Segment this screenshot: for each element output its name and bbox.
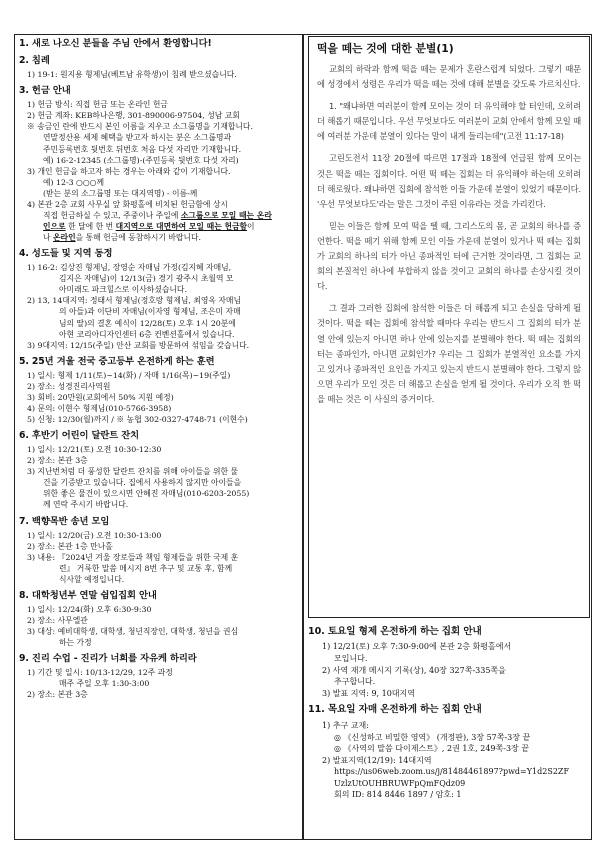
section-talent-party xyxy=(19,430,297,510)
text-line: 1) 일시: 12/20(금) 오전 10:30-13:00 xyxy=(27,530,162,540)
text-line: 1) 12/21(토) 오후 7:30-9:00에 본관 2층 화평홀에서 xyxy=(322,642,512,652)
underlined-text: 인으로 xyxy=(43,221,66,231)
text-line: 모입니다. xyxy=(334,654,368,664)
essay-title: 떡을 떼는 것에 대한 분별(1) xyxy=(317,42,454,55)
section-title: 11. 목요일 자매 온전하게 하는 집회 안내 xyxy=(308,704,482,716)
text-line: 예) 12-3 ○○○께 xyxy=(43,177,104,187)
text-line xyxy=(19,232,297,243)
text-line: 3) 발표 지역: 9, 10대지역 xyxy=(322,688,415,698)
left-column xyxy=(19,36,297,706)
text-line: 2) 헌금 계좌: KEB하나은행, 301-890006-97504, 성남 교회 xyxy=(27,111,240,121)
text-line: 1) 기간 및 일시: 10/13-12/29, 12주 과정 xyxy=(27,668,173,678)
underlined-text: 온라인 xyxy=(53,233,76,243)
section-title: 5. 25년 겨울 전국 중고등부 온전하게 하는 훈련 xyxy=(19,355,215,367)
section-title: 6. 후반기 어린이 달란트 잔치 xyxy=(19,430,140,442)
underlined-text: 대지역으로 대면하여 모일 때는 헌금함 xyxy=(115,221,248,231)
zoom-link[interactable]: https://us06web.zoom.us/j/81484461897?pwd=Y1d2S2ZF xyxy=(334,767,570,777)
underlined-text: 소그룹으로 모일 때는 온라 xyxy=(180,210,272,220)
text-line: 매주 주일 오후 1:30-3:00 xyxy=(59,679,150,689)
text-line: 1) 헌금 방식: 직접 헌금 또는 온라인 헌금 xyxy=(27,100,168,110)
text-line: 아현 코리아디자인센터 6층 컨벤션홀에서 있습니다. xyxy=(59,329,235,339)
text-line: 4) 본관 2층 교회 사무실 앞 화평홀에 비치된 헌금함에 상시 xyxy=(27,199,228,209)
text-line: 예) 16-2-12345 (소그룹명)-(주민등록 뒷번호 다섯 자리) xyxy=(43,155,239,165)
column-divider xyxy=(302,34,304,840)
section-title: 4. 성도들 및 지역 동정 xyxy=(19,248,113,260)
text-line: 2) 13, 14대지역: 정태서 형제님(정호랑 형제님, 최영옥 자매님 xyxy=(27,296,241,306)
right-lower-notices xyxy=(308,624,590,806)
text-line: 위한 좋은 물건이 있으시면 안혜진 자매님(010-6203-2055) xyxy=(43,489,250,499)
text-line: 4) 문의: 이현수 형제님(010-5766-3958) xyxy=(27,403,172,413)
section-truth-class xyxy=(19,653,297,700)
text-fragment: 을 통해 헌금에 동참하시기 바랍니다. xyxy=(75,233,201,243)
text-line: 아미래도 파크힐스로 이사하셨습니다. xyxy=(59,285,187,295)
text-line: 추구합니다. xyxy=(334,677,376,687)
text-line: (받는 분의 소그룹명 또는 대지역명) - 이름-께 xyxy=(43,188,198,198)
text-fragment: 직접 헌금하실 수 있고, 주중이나 주일에 xyxy=(43,210,181,220)
section-college-retreat xyxy=(19,590,297,648)
text-fragment: 나 xyxy=(43,233,54,243)
text-line: 1) 일시: 12/24(화) 오후 6:30-9:30 xyxy=(27,605,152,614)
text-line: 1) 16-2: 김상진 형제님, 장영순 자매님 가정(김지혜 자매님, xyxy=(27,263,232,273)
text-line: 2) 장소: 사무엘관 xyxy=(27,616,88,626)
text-line: 1) 추구 교재: xyxy=(322,720,369,730)
text-line: 님의 딸)의 결혼 예식이 12/28(토) 오후 1시 20분에 xyxy=(59,318,236,328)
section-offering xyxy=(19,85,297,243)
text-line: 2) 장소: 본관 3층 xyxy=(27,456,88,466)
text-line: 1) 일시: 12/21(토) 오전 10:30-12:30 xyxy=(27,445,162,455)
text-line: ◎ 《신성하고 비밀한 영역》 (개정판), 3장 57쪽-3장 끝 xyxy=(334,732,531,742)
section-welcome xyxy=(19,38,297,50)
meeting-id: 회의 ID: 814 8446 1897 / 암호: 1 xyxy=(334,790,462,800)
essay-paragraph: 믿는 이들은 함께 모여 떡을 뗄 때, 그리스도의 몸, 곧 교회의 하나를 증언한다. 떡을 떼기 위해 함께 모인 이들 가운데 분열이 있거나 떡 떼는 집회가 교회의 하나의 터가 아닌 종파적인 터에 근거한 것이라면, 그 집회는 교회의 본질적인 하나에 부합하지 않을 것이고 교회의 하나를 손상시킬 것이다. xyxy=(317,220,581,292)
essay-paragraph: 교회의 하락과 함께 떡을 떼는 문제가 혼란스럽게 되었다. 그렇기 때문에 성경에서 성령은 우리가 떡을 떼는 것에 대해 분별을 갖도록 가르치신다. xyxy=(317,64,581,90)
essay-paragraph: 1. "왜냐하면 여러분이 함께 모이는 것이 더 유익해야 할 터인데, 오히려 더 해롭기 때문입니다. 우선 무엇보다도 여러분이 교회 안에서 함께 모일 때에 여러분 가운데 분열이 있다는 말이 내게 들리는데"(고전 11:17-18) xyxy=(317,101,581,142)
text-line: 김지은 자매님)이 12/13(금) 경기 광주시 초월역 모 xyxy=(59,274,234,284)
essay-paragraph: 그 결과 그러한 집회에 참석한 이들은 더 해롭게 되고 손실을 당하게 될 것이다. 떡을 떼는 집회에 참석할 때마다 우리는 반드시 그 집회의 터가 분열 안에 있는지 아니면 하나 안에 있는지를 분별해야 한다. 떡 떼는 집회의 터는 종파인가, 아니면 교회인가? 우리는 그 집회가 분열적인 요소를 가지고 있거나 종파적인 요인을 가지고 있는지 반드시 분별해야 한다. 그렇지 않으면 우리가 모인 것은 더 해롭고 손실을 얻게 될 것이다. 우리가 오직 한 떡을 떼는 것은 이 사실의 증거이다. xyxy=(317,303,581,404)
text-line: 주민등록번호 뒷번호 뒤번호 처음 다섯 자리만 기재합니다. xyxy=(43,144,242,154)
essay-paragraph: 고린도전서 11장 20절에 따르면 17절과 18절에 언급된 함께 모이는 것은 떡을 떼는 집회이다. 어떤 떡 떼는 집회는 더 유익해야 하는데 오히려 더 해로웠다. 왜냐하면 집회에 참석한 이들 가운데 분열이 있었기 때문이다. '우선 무엇보다도'라는 말은 그것이 주된 이유라는 것을 가리킨다. xyxy=(317,153,581,209)
section-title: 3. 헌금 안내 xyxy=(19,85,71,97)
section-title: 8. 대학청년부 연말 쉼입집회 안내 xyxy=(19,589,157,601)
text-line: 3) 내용: 『2024년 겨울 장로들과 책임 형제들을 위한 국제 훈 xyxy=(27,552,239,562)
text-line: 2) 사역 재개 메시지 기록(상), 40장 327쪽-335쪽을 xyxy=(322,665,506,675)
text-line: 2) 장소: 본관 3층 xyxy=(27,690,88,700)
text-line: 3) 9대지역: 12/15(주일) 안산 교회를 방문하여 섞임을 갖습니다. xyxy=(27,340,250,350)
text-line: 연말정산용 세제 혜택을 받고자 하시는 분은 소그룹명과 xyxy=(43,133,232,143)
text-line: 건을 기증받고 있습니다. 집에서 사용하지 않지만 아이들을 xyxy=(43,478,242,488)
text-line: 식사할 예정입니다. xyxy=(59,574,125,584)
text-fragment: 이 xyxy=(247,221,255,231)
section-year-end xyxy=(19,516,297,585)
section-baptism xyxy=(19,55,297,80)
text-line: 의 아들)과 이단비 자매님(이자영 형제님, 조은미 자매 xyxy=(59,307,241,317)
section-members-news xyxy=(19,248,297,351)
text-line: 2) 장소: 성경진리사역원 xyxy=(27,381,111,391)
text-line: 께 연락 주시기 바랍니다. xyxy=(43,500,129,510)
text-line: 련』 거룩한 말씀 메시지 8번 추구 및 교통 후, 함께 xyxy=(59,563,233,573)
section-youth-training xyxy=(19,356,297,425)
text-line: 3) 개인 헌금을 하고자 하는 경우는 아래와 같이 기재합니다. xyxy=(27,166,231,176)
text-line: 1) 19-1: 원지용 형제님(베트남 유학생)이 침례 받으셨습니다. xyxy=(27,70,237,80)
zoom-link-continued[interactable]: UzlzUtOUHBRUWFpQmFQdz09 xyxy=(334,778,466,788)
section-brothers-meeting xyxy=(308,626,590,699)
text-line: ※ 송금인 란에 반드시 본인 이름을 지우고 소그룹명을 기재합니다. xyxy=(27,122,253,132)
text-line: 3) 지난번처럼 더 풍성한 달란트 잔치를 위해 아이들을 위한 물 xyxy=(27,467,239,477)
section-sisters-meeting xyxy=(308,704,590,801)
section-title: 9. 진리 수업 - 진리가 너희를 자유케 하리라 xyxy=(19,653,197,665)
text-line: 1) 일시: 형제 1/11(토)~14(화) / 자매 1/16(목)~19(주일) xyxy=(27,370,231,380)
text-line: 3) 대상: 예비대학생, 대학생, 청년직장인, 대학생, 청년을 권심 xyxy=(27,627,239,637)
text-line: 5) 신청: 12/30(월)까지 / ※ 농협 302-0327-4748-71 (이현수) xyxy=(27,415,248,425)
section-title: 1. 새로 나오신 분들을 주님 안에서 환영합니다! xyxy=(19,38,212,49)
essay-box xyxy=(308,36,590,618)
text-line: ◎ 《사역의 말씀 다이제스트》, 2권 1호, 249쪽-3장 끝 xyxy=(334,744,530,754)
section-title: 10. 토요일 형제 온전하게 하는 집회 안내 xyxy=(308,626,482,637)
section-title: 7. 백향목반 송년 모임 xyxy=(19,515,110,527)
text-fragment: 한 달에 한 번 xyxy=(65,221,116,231)
text-line: 2) 장소: 본관 1층 만나홀 xyxy=(27,541,113,551)
text-line xyxy=(19,210,297,221)
text-line xyxy=(19,221,297,232)
text-line: 3) 회비: 20만원(교회에서 50% 지원 예정) xyxy=(27,392,174,402)
text-line: 하는 가정 xyxy=(59,638,92,648)
section-title: 2. 침례 xyxy=(19,55,50,67)
text-line: 2) 발표지역(12/19): 14대지역 xyxy=(322,755,432,765)
